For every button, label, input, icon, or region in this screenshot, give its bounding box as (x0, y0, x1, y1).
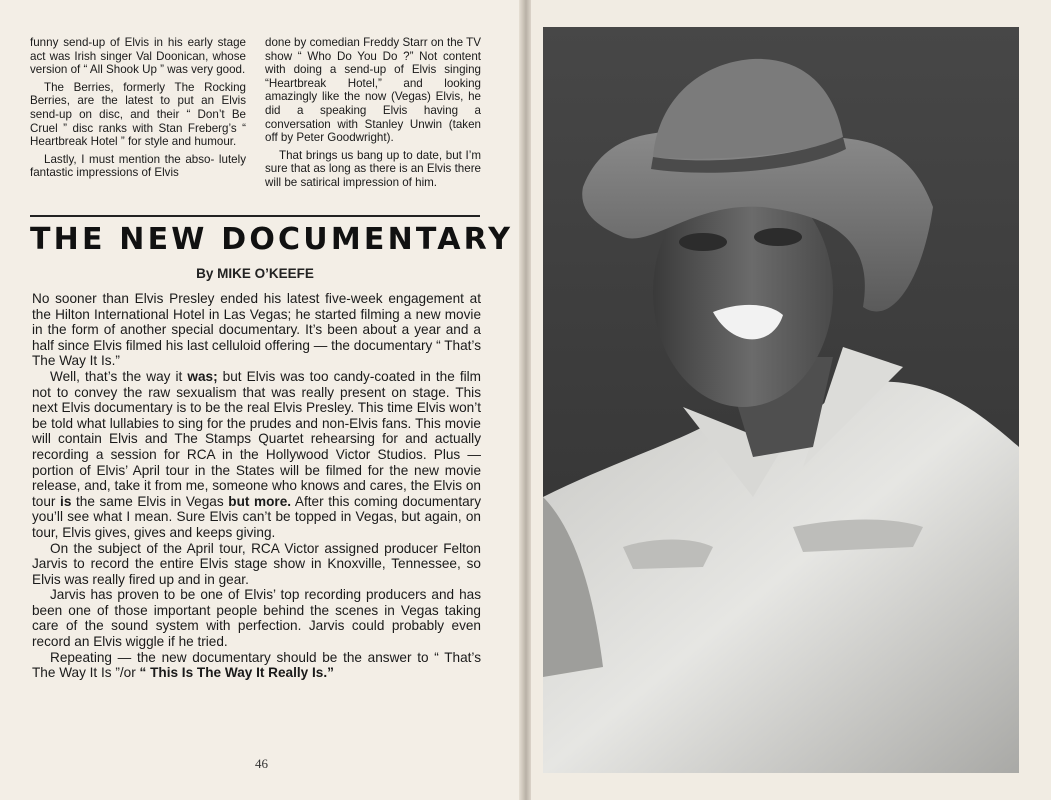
text-run: After this coming documentary you’ll see what I mean. Sure Elvis can’t be topped in Vegas, but again, on tour, Elvis gives, gives and keeps giving. (32, 493, 482, 540)
column-1 (30, 36, 246, 184)
paragraph: Jarvis has proven to be one of Elvis’ top recording producers and has been one of those important people behind the scenes in Vegas taking care of the sound system with perfection. Jarvis could probably even record an Elvis wiggle if he tried. (32, 587, 481, 650)
bold-text: was; (187, 368, 218, 384)
column-2 (265, 36, 481, 194)
paragraph (32, 369, 481, 541)
cowboy-portrait-illustration (543, 27, 1019, 773)
previous-article-columns (30, 36, 480, 208)
paragraph: On the subject of the April tour, RCA Victor assigned producer Felton Jarvis to record the entire Elvis stage show in Knoxville, Tennessee, so Elvis was really fired up and in gear. (32, 540, 481, 587)
paragraph: Lastly, I must mention the abso- lutely fantastic impressions of Elvis (30, 152, 246, 180)
article-headline: THE NEW DOCUMENTARY (30, 222, 514, 257)
portrait-photo (543, 27, 1019, 773)
page-number: 46 (255, 756, 268, 771)
bold-text: but more. (228, 493, 292, 509)
paragraph: No sooner than Elvis Presley ended his latest five-week engagement at the Hilton International Hotel in Las Vegas; he started filming a new movie in the form of another special documentary. It’s been about a year and a half since Elvis filmed his last celluloid offering — the documentary “ That’s The Way It Is.” (32, 291, 481, 369)
paragraph: That brings us bang up to date, but I’m sure that as long as there is an Elvis there will be satirical impression of him. (265, 148, 481, 189)
left-page (0, 0, 523, 800)
article-byline: By MIKE O’KEEFE (196, 266, 314, 281)
text-run: but Elvis was too candy-coated in the film not to convey the raw sexualism that was really present on stage. This next Elvis documentary is to be the real Elvis Presley. This time Elvis won’t be told what lullabies to sing for the prudes and non-Elvis fans. This movie will contain Elvis and The Stamps Quartet rehearsing for and actually recording a session for RCA in the Hollywood Victor Studios. Plus — portion of Elvis’ April tour in the States will be filmed for the new movie release, and, take it from me, someone who knows and cares, the Elvis on tour (32, 368, 481, 509)
text-run: the same Elvis in Vegas (71, 493, 229, 509)
section-divider (30, 215, 480, 217)
paragraph (32, 650, 481, 681)
text-run: Repeating — the new documentary should be the answer to “ That’s The Way It Is ”/or (32, 649, 481, 681)
article-body (32, 291, 481, 681)
text-run: Well, that’s the way it (50, 368, 188, 384)
paragraph: done by comedian Freddy Starr on the TV show “ Who Do You Do ?” Not content with doing a send-up of Elvis singing “Heartbreak Hotel,” and looking amazingly like the now (Vegas) Elvis, he did a speaking Elvis having a conversation with Stanley Unwin (taken off by Peter Goodwright). (265, 36, 481, 145)
bold-text: “ This Is The Way It Really Is.” (139, 665, 334, 681)
bold-text: is (60, 493, 72, 509)
paragraph: funny send-up of Elvis in his early stage act was Irish singer Val Doonican, whose version of “ All Shook Up ” was very good. (30, 36, 246, 77)
paragraph: The Berries, formerly The Rocking Berries, are the latest to put an Elvis send-up on disc, and their “ Don’t Be Cruel ” disc ranks with Stan Freberg’s “ Heartbreak Hotel ” for style and humour. (30, 80, 246, 149)
